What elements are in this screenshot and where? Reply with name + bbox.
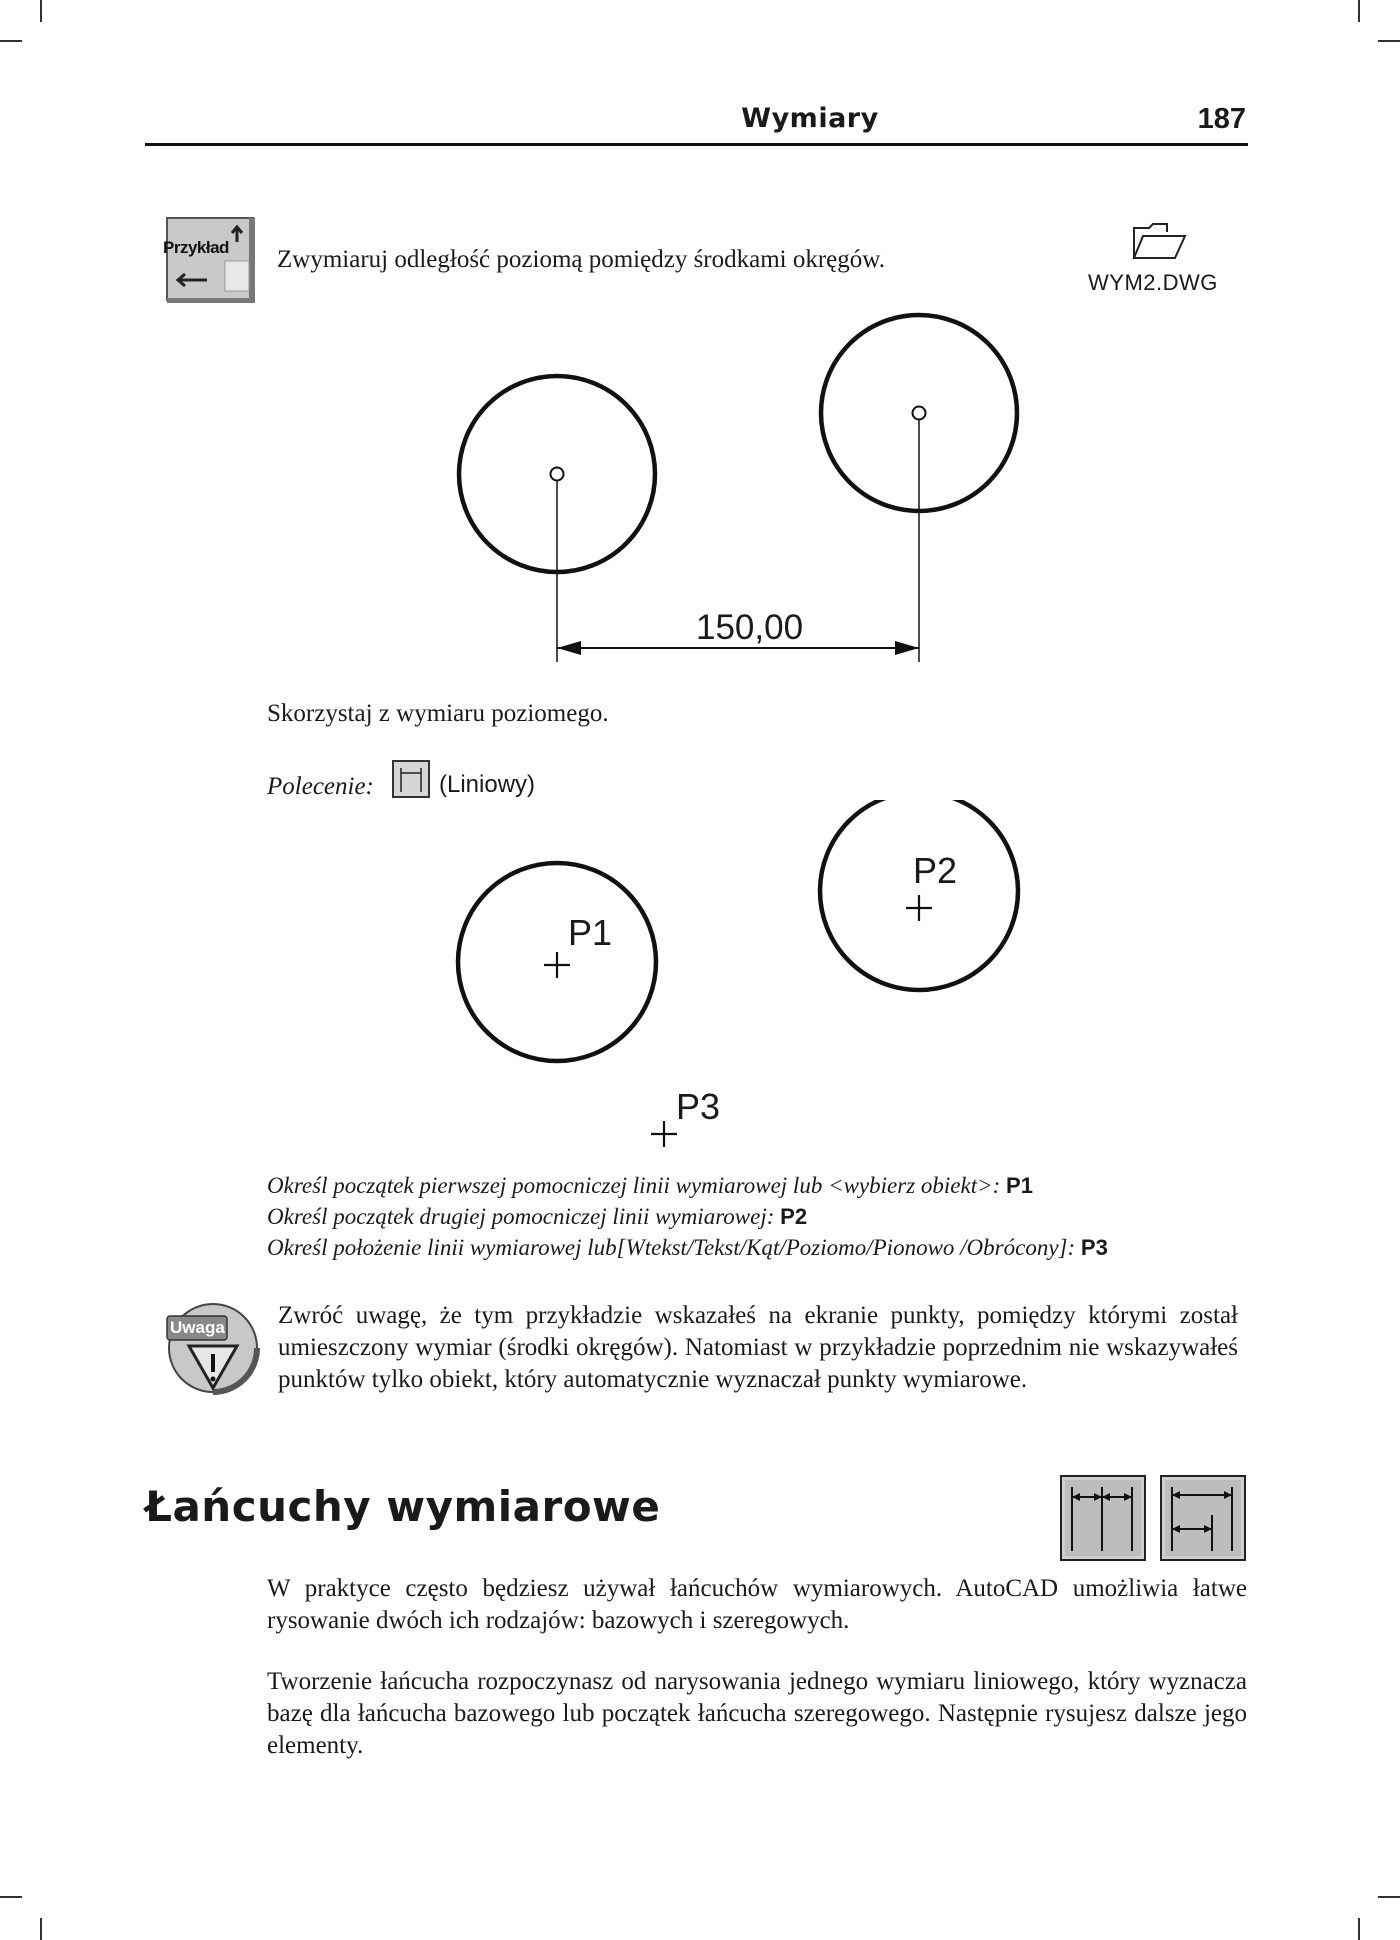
note-badge — [163, 1296, 263, 1396]
dimension-arrow-left — [557, 641, 581, 655]
baseline-dimension-icon — [1160, 1475, 1246, 1561]
prompt-point: P1 — [1006, 1173, 1033, 1198]
left-center-marker — [551, 468, 564, 481]
continue-dimension-icon — [1060, 1475, 1146, 1561]
command-prompt-line — [267, 1170, 1257, 1201]
crop-mark — [1358, 0, 1360, 22]
prompt-point: P2 — [780, 1204, 808, 1229]
point-label-p1: P1 — [568, 912, 613, 953]
prompt-point: P3 — [1080, 1235, 1108, 1260]
crop-mark — [1378, 1896, 1400, 1898]
p3-cross-marker — [651, 1121, 677, 1147]
note-badge-label: Uwaga — [170, 1318, 225, 1337]
header-rule — [145, 143, 1248, 146]
linear-dimension-icon — [392, 760, 430, 798]
command-prompt-line — [267, 1232, 1257, 1263]
command-label: Polecenie: — [267, 773, 374, 800]
point-label-p3: P3 — [676, 1086, 721, 1127]
hint-text: Skorzystaj z wymiaru poziomego. — [267, 700, 609, 727]
page-number: 187 — [1197, 103, 1246, 135]
section-title: Wymiary — [741, 103, 879, 134]
file-name: WYM2.DWG — [1088, 270, 1218, 295]
dimension-arrow-right — [895, 641, 919, 655]
crop-mark — [1358, 1918, 1360, 1940]
command-prompt-line — [267, 1201, 1257, 1232]
crop-mark — [1378, 40, 1400, 42]
note-text: Zwróć uwagę, że tym przykładzie wskazałeś na ekranie punkty, pomiędzy którymi został umieszczony wymiar (środki okręgów). Natomiast w przykładzie poprzednim nie wskazywałeś punktów tylko obiekt, który automatycznie wyznaczał punkty wymiarowe. — [278, 1302, 1238, 1393]
crop-mark — [40, 0, 42, 22]
section-paragraph: Tworzenie łańcucha rozpoczynasz od narysowania jednego wymiaru liniowego, który wyznacza bazę dla łańcucha bazowego lub początek łańcucha szeregowego. Następnie rysujesz dalsze jego elementy. — [267, 1668, 1247, 1759]
prompt-text: Określ początek pierwszej pomocniczej linii wymiarowej lub <wybierz obiekt>: — [267, 1173, 1001, 1198]
command-name: (Liniowy) — [439, 771, 536, 798]
folder-icon — [1131, 222, 1187, 260]
p1-cross-marker — [544, 952, 570, 978]
example-badge — [165, 216, 257, 304]
prompt-text: Określ położenie linii wymiarowej lub[Wtekst/Tekst/Kąt/Poziomo/Pionowo /Obrócony]: — [267, 1235, 1076, 1260]
crop-mark — [40, 1918, 42, 1940]
dimension-value: 150,00 — [696, 608, 804, 647]
example-badge-label: Przykład — [163, 238, 229, 257]
right-center-marker — [913, 407, 926, 420]
command-prompt-list — [267, 1170, 1257, 1263]
prompt-text: Określ początek drugiej pomocniczej linii wymiarowej: — [267, 1204, 775, 1229]
example-instruction: Zwymiaruj odległość poziomą pomiędzy środkami okręgów. — [277, 246, 885, 273]
section-heading: Łańcuchy wymiarowe — [145, 1482, 661, 1531]
point-label-p2: P2 — [913, 850, 958, 891]
crop-mark — [0, 40, 22, 42]
p2-cross-marker — [906, 895, 932, 921]
section-paragraph: W praktyce często będziesz używał łańcuchów wymiarowych. AutoCAD umożliwia łatwe rysowanie dwóch ich rodzajów: bazowych i szeregowych. — [267, 1575, 1247, 1634]
crop-mark — [0, 1896, 22, 1898]
